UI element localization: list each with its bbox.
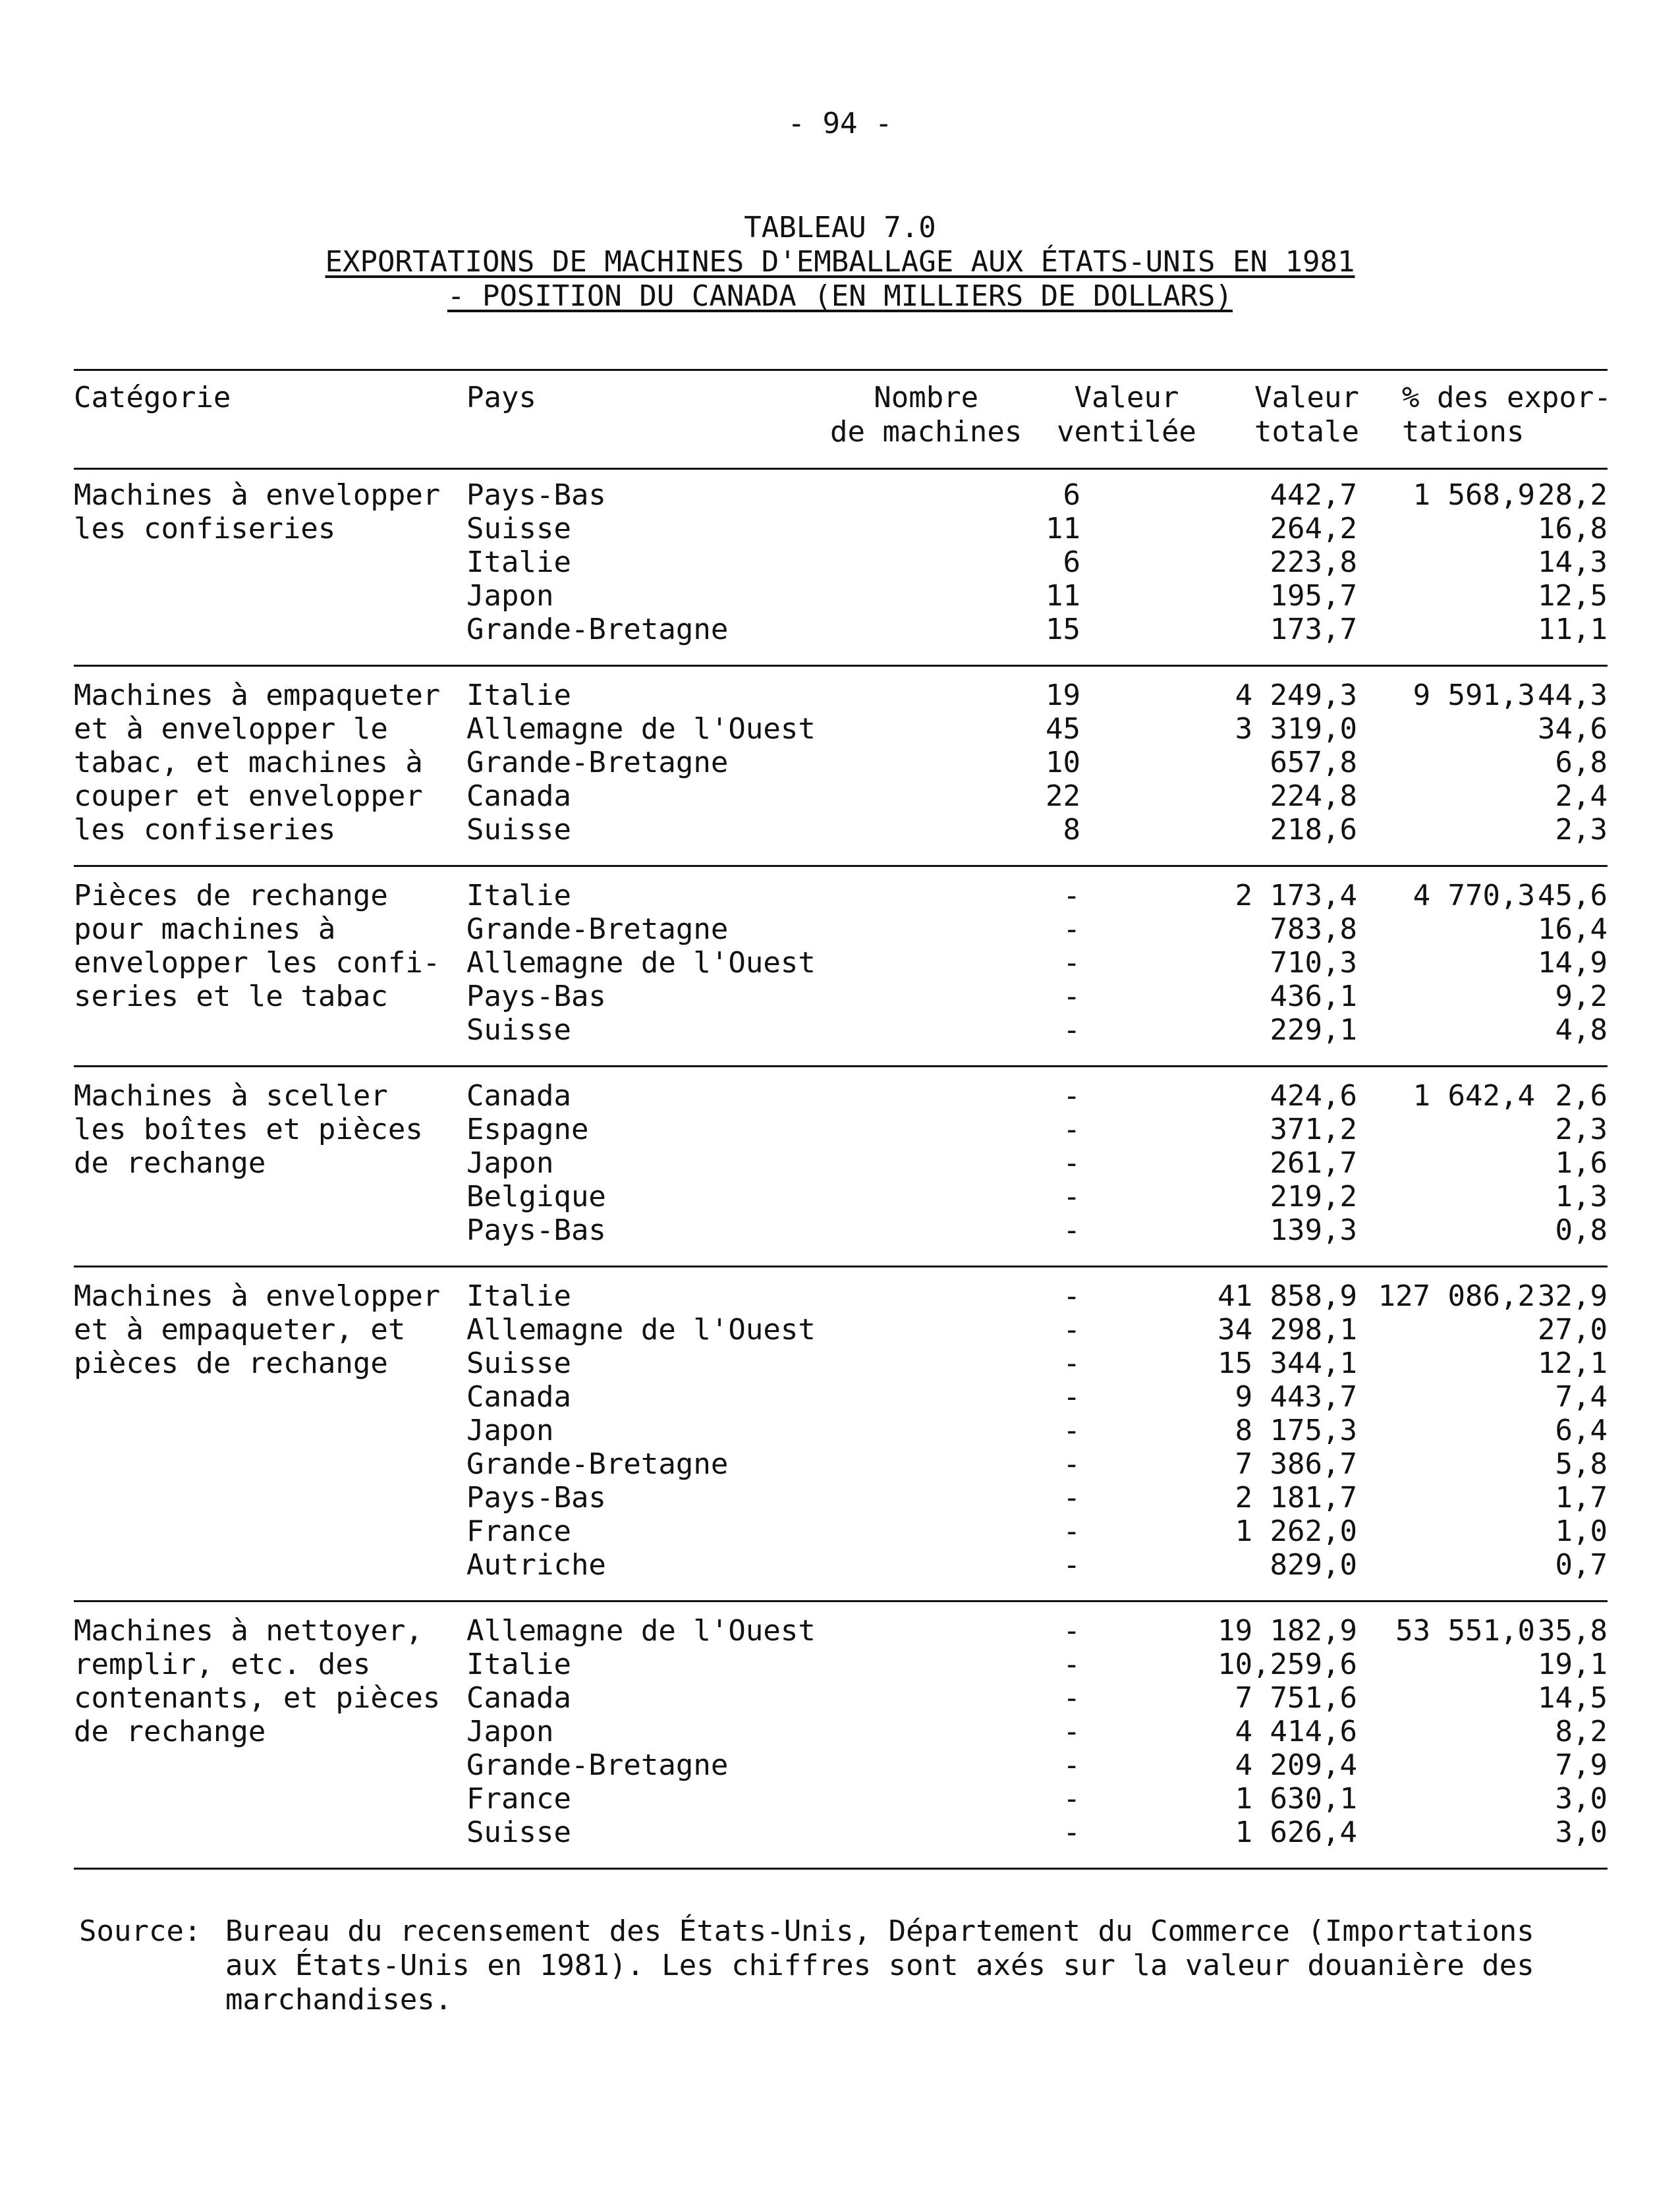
valeur-ventilee-cell: 442,7 bbox=[1270, 478, 1357, 512]
valeur-totale-cell bbox=[1357, 746, 1535, 779]
valeur-totale-cell bbox=[1357, 1146, 1535, 1180]
table-row bbox=[74, 1380, 1608, 1414]
category-cell bbox=[74, 1180, 466, 1213]
category-cell bbox=[74, 1548, 466, 1582]
pays-cell: Italie bbox=[466, 679, 571, 712]
category-cell: pièces de rechange bbox=[74, 1347, 388, 1380]
group-gap bbox=[74, 866, 1608, 879]
pct-cell: 12,1 bbox=[1538, 1347, 1608, 1380]
pays-cell: Allemagne de l'Ouest bbox=[466, 1614, 816, 1648]
nombre-cell: - bbox=[1063, 1380, 1080, 1414]
table-row bbox=[74, 1481, 1608, 1515]
header-bottom-rule bbox=[74, 468, 1608, 470]
table-row bbox=[74, 1180, 1608, 1213]
nombre-cell: 11 bbox=[1046, 512, 1080, 545]
group-gap bbox=[74, 1267, 1608, 1280]
pct-cell: 44,3 bbox=[1538, 679, 1608, 712]
nombre-cell: 6 bbox=[1063, 545, 1080, 579]
valeur-ventilee-cell: 3 319,0 bbox=[1235, 712, 1357, 746]
table-title-line-3 bbox=[0, 279, 1680, 314]
source-text: Bureau du recensement des États-Unis, Département du Commerce (Importations aux États-Unis en 1981). Les chiffres sont axés sur la valeur douanière des marchandises. bbox=[225, 1914, 1534, 2017]
valeur-totale-cell bbox=[1357, 1548, 1535, 1582]
pct-cell: 4,8 bbox=[1555, 1013, 1608, 1047]
category-cell: tabac, et machines à bbox=[74, 746, 423, 779]
valeur-totale-cell bbox=[1357, 1481, 1535, 1515]
valeur-ventilee-cell: 371,2 bbox=[1270, 1113, 1357, 1146]
nombre-cell: - bbox=[1063, 1079, 1080, 1113]
nombre-cell: - bbox=[1063, 1347, 1080, 1380]
header-pays: Pays bbox=[466, 381, 536, 414]
valeur-totale-cell bbox=[1357, 813, 1535, 847]
valeur-totale-cell bbox=[1357, 1414, 1535, 1447]
nombre-cell: 19 bbox=[1046, 679, 1080, 712]
valeur-ventilee-cell: 1 262,0 bbox=[1235, 1515, 1357, 1548]
category-cell: series et le tabac bbox=[74, 980, 388, 1013]
category-cell bbox=[74, 1816, 466, 1849]
valeur-ventilee-cell: 4 249,3 bbox=[1235, 679, 1357, 712]
valeur-ventilee-cell: 34 298,1 bbox=[1218, 1313, 1357, 1347]
nombre-cell: - bbox=[1063, 1782, 1080, 1816]
title-text-line-2: EXPORTATIONS DE MACHINES D'EMBALLAGE AUX ÉTATS-UNIS EN 1981 bbox=[325, 245, 1355, 279]
valeur-totale-cell bbox=[1357, 1748, 1535, 1782]
category-cell bbox=[74, 545, 466, 579]
exports-table bbox=[74, 478, 1608, 1870]
group-separator-rule bbox=[74, 1582, 1608, 1601]
pays-cell: Italie bbox=[466, 545, 571, 579]
pays-cell: Pays-Bas bbox=[466, 980, 606, 1013]
valeur-totale-cell bbox=[1357, 579, 1535, 613]
nombre-cell: - bbox=[1063, 1614, 1080, 1648]
pays-cell: Pays-Bas bbox=[466, 1213, 606, 1247]
nombre-cell: - bbox=[1063, 1414, 1080, 1447]
pct-cell: 11,1 bbox=[1538, 613, 1608, 646]
nombre-cell: - bbox=[1063, 1447, 1080, 1481]
category-cell: remplir, etc. des bbox=[74, 1648, 371, 1681]
group-gap bbox=[74, 666, 1608, 679]
header-valeur-totale: Valeur totale bbox=[1254, 381, 1359, 449]
pays-cell: Italie bbox=[466, 879, 571, 912]
valeur-ventilee-cell: 219,2 bbox=[1270, 1180, 1357, 1213]
pct-cell: 3,0 bbox=[1555, 1782, 1608, 1816]
valeur-totale-cell bbox=[1357, 980, 1535, 1013]
header-categorie: Catégorie bbox=[74, 381, 231, 414]
table-row bbox=[74, 746, 1608, 779]
category-cell bbox=[74, 579, 466, 613]
valeur-totale-cell bbox=[1357, 1681, 1535, 1715]
pct-cell: 1,0 bbox=[1555, 1515, 1608, 1548]
pct-cell: 19,1 bbox=[1538, 1648, 1608, 1681]
pays-cell: France bbox=[466, 1782, 571, 1816]
pct-cell: 9,2 bbox=[1555, 980, 1608, 1013]
table-row bbox=[74, 912, 1608, 946]
valeur-totale-cell bbox=[1357, 1180, 1535, 1213]
pct-cell: 34,6 bbox=[1538, 712, 1608, 746]
pct-cell: 14,9 bbox=[1538, 946, 1608, 980]
nombre-cell: 11 bbox=[1046, 579, 1080, 613]
category-cell: les confiseries bbox=[74, 512, 336, 545]
table-row bbox=[74, 980, 1608, 1013]
pays-cell: Grande-Bretagne bbox=[466, 1748, 729, 1782]
valeur-ventilee-cell: 41 858,9 bbox=[1218, 1279, 1357, 1313]
pct-cell: 2,3 bbox=[1555, 1113, 1608, 1146]
pays-cell: Grande-Bretagne bbox=[466, 613, 729, 646]
nombre-cell: - bbox=[1063, 1146, 1080, 1180]
pct-cell: 16,4 bbox=[1538, 912, 1608, 946]
table-row bbox=[74, 1347, 1608, 1380]
valeur-ventilee-cell: 264,2 bbox=[1270, 512, 1357, 545]
category-cell: de rechange bbox=[74, 1715, 266, 1748]
pays-cell: Canada bbox=[466, 1079, 571, 1113]
category-cell: Machines à sceller bbox=[74, 1079, 388, 1113]
category-cell bbox=[74, 1013, 466, 1047]
valeur-totale-cell: 53 551,0 bbox=[1395, 1614, 1535, 1648]
table-row bbox=[74, 679, 1608, 712]
nombre-cell: - bbox=[1063, 1748, 1080, 1782]
valeur-totale-cell bbox=[1357, 1447, 1535, 1481]
pays-cell: Grande-Bretagne bbox=[466, 746, 729, 779]
valeur-ventilee-cell: 7 386,7 bbox=[1235, 1447, 1357, 1481]
group-separator-rule bbox=[74, 646, 1608, 666]
category-cell: de rechange bbox=[74, 1146, 266, 1180]
pct-cell: 2,4 bbox=[1555, 779, 1608, 813]
category-cell: contenants, et pièces bbox=[74, 1681, 441, 1715]
category-cell: les confiseries bbox=[74, 813, 336, 847]
valeur-totale-cell bbox=[1357, 946, 1535, 980]
page-number: - 94 - bbox=[787, 107, 893, 140]
pays-cell: Japon bbox=[466, 1414, 554, 1447]
pct-cell: 14,5 bbox=[1538, 1681, 1608, 1715]
valeur-ventilee-cell: 139,3 bbox=[1270, 1213, 1357, 1247]
valeur-totale-cell bbox=[1357, 779, 1535, 813]
pct-cell: 7,9 bbox=[1555, 1748, 1608, 1782]
valeur-totale-cell: 9 591,3 bbox=[1413, 679, 1535, 712]
valeur-totale-cell bbox=[1357, 1515, 1535, 1548]
table-row bbox=[74, 545, 1608, 579]
category-cell bbox=[74, 1414, 466, 1447]
pays-cell: Canada bbox=[466, 1380, 571, 1414]
valeur-ventilee-cell: 229,1 bbox=[1270, 1013, 1357, 1047]
table-row bbox=[74, 1447, 1608, 1481]
table-row bbox=[74, 779, 1608, 813]
valeur-ventilee-cell: 173,7 bbox=[1270, 613, 1357, 646]
header-nombre: Nombre de machines bbox=[830, 381, 1022, 449]
valeur-totale-cell bbox=[1357, 1113, 1535, 1146]
category-cell bbox=[74, 1515, 466, 1548]
table-row bbox=[74, 879, 1608, 912]
table-title-line-2 bbox=[0, 245, 1680, 279]
pct-cell: 45,6 bbox=[1538, 879, 1608, 912]
nombre-cell: - bbox=[1063, 1515, 1080, 1548]
valeur-totale-cell bbox=[1357, 545, 1535, 579]
header-pct-exportations: % des expor- tations bbox=[1402, 381, 1611, 449]
category-cell bbox=[74, 1782, 466, 1816]
valeur-totale-cell bbox=[1357, 912, 1535, 946]
pays-cell: Suisse bbox=[466, 512, 571, 545]
category-cell: Pièces de rechange bbox=[74, 879, 388, 912]
valeur-ventilee-cell: 1 626,4 bbox=[1235, 1816, 1357, 1849]
pays-cell: Allemagne de l'Ouest bbox=[466, 712, 816, 746]
pays-cell: Canada bbox=[466, 779, 571, 813]
group-separator-rule bbox=[74, 1849, 1608, 1869]
nombre-cell: 22 bbox=[1046, 779, 1080, 813]
valeur-totale-cell bbox=[1357, 1213, 1535, 1247]
pays-cell: Suisse bbox=[466, 1013, 571, 1047]
pct-cell: 1,3 bbox=[1555, 1180, 1608, 1213]
table-row bbox=[74, 512, 1608, 545]
valeur-ventilee-cell: 4 209,4 bbox=[1235, 1748, 1357, 1782]
valeur-ventilee-cell: 9 443,7 bbox=[1235, 1380, 1357, 1414]
valeur-totale-cell bbox=[1357, 1715, 1535, 1748]
valeur-ventilee-cell: 1 630,1 bbox=[1235, 1782, 1357, 1816]
nombre-cell: - bbox=[1063, 912, 1080, 946]
valeur-ventilee-cell: 424,6 bbox=[1270, 1079, 1357, 1113]
valeur-totale-cell bbox=[1357, 512, 1535, 545]
pays-cell: Japon bbox=[466, 1715, 554, 1748]
category-cell: pour machines à bbox=[74, 912, 336, 946]
category-cell bbox=[74, 1213, 466, 1247]
group-gap bbox=[74, 1067, 1608, 1080]
valeur-ventilee-cell: 7 751,6 bbox=[1235, 1681, 1357, 1715]
nombre-cell: - bbox=[1063, 1013, 1080, 1047]
pct-cell: 1,7 bbox=[1555, 1481, 1608, 1515]
group-separator-rule bbox=[74, 1247, 1608, 1267]
table-title bbox=[0, 211, 1680, 245]
group-separator-rule bbox=[74, 847, 1608, 866]
table-row bbox=[74, 1548, 1608, 1582]
table-row bbox=[74, 813, 1608, 847]
table-number: TABLEAU 7.0 bbox=[744, 211, 936, 244]
category-cell: les boîtes et pièces bbox=[74, 1113, 423, 1146]
table-row bbox=[74, 1782, 1608, 1816]
pct-cell: 16,8 bbox=[1538, 512, 1608, 545]
valeur-ventilee-cell: 710,3 bbox=[1270, 946, 1357, 980]
pays-cell: Grande-Bretagne bbox=[466, 1447, 729, 1481]
group-separator-rule bbox=[74, 1047, 1608, 1067]
table-row bbox=[74, 1279, 1608, 1313]
pct-cell: 7,4 bbox=[1555, 1380, 1608, 1414]
valeur-totale-cell bbox=[1357, 1013, 1535, 1047]
table-row bbox=[74, 1013, 1608, 1047]
nombre-cell: - bbox=[1063, 1816, 1080, 1849]
table-row bbox=[74, 1113, 1608, 1146]
valeur-ventilee-cell: 218,6 bbox=[1270, 813, 1357, 847]
valeur-ventilee-cell: 657,8 bbox=[1270, 746, 1357, 779]
category-cell bbox=[74, 1380, 466, 1414]
pct-cell: 0,7 bbox=[1555, 1548, 1608, 1582]
nombre-cell: - bbox=[1063, 1681, 1080, 1715]
pays-cell: Pays-Bas bbox=[466, 1481, 606, 1515]
table-row bbox=[74, 1515, 1608, 1548]
nombre-cell: 8 bbox=[1063, 813, 1080, 847]
pct-cell: 1,6 bbox=[1555, 1146, 1608, 1180]
pays-cell: Suisse bbox=[466, 813, 571, 847]
valeur-ventilee-cell: 19 182,9 bbox=[1218, 1614, 1357, 1648]
valeur-ventilee-cell: 8 175,3 bbox=[1235, 1414, 1357, 1447]
pct-cell: 2,6 bbox=[1555, 1079, 1608, 1113]
nombre-cell: - bbox=[1063, 1180, 1080, 1213]
pct-cell: 0,8 bbox=[1555, 1213, 1608, 1247]
pays-cell: Italie bbox=[466, 1648, 571, 1681]
valeur-totale-cell: 4 770,3 bbox=[1413, 879, 1535, 912]
nombre-cell: - bbox=[1063, 1481, 1080, 1515]
pays-cell: Japon bbox=[466, 1146, 554, 1180]
valeur-ventilee-cell: 2 181,7 bbox=[1235, 1481, 1357, 1515]
pays-cell: Japon bbox=[466, 579, 554, 613]
nombre-cell: 6 bbox=[1063, 478, 1080, 512]
nombre-cell: - bbox=[1063, 1213, 1080, 1247]
pct-cell: 2,3 bbox=[1555, 813, 1608, 847]
pays-cell: Autriche bbox=[466, 1548, 606, 1582]
pays-cell: Suisse bbox=[466, 1347, 571, 1380]
valeur-ventilee-cell: 783,8 bbox=[1270, 912, 1357, 946]
table-row bbox=[74, 1715, 1608, 1748]
nombre-cell: - bbox=[1063, 879, 1080, 912]
category-cell: Machines à nettoyer, bbox=[74, 1614, 423, 1648]
valeur-totale-cell: 127 086,2 bbox=[1378, 1279, 1535, 1313]
table-row bbox=[74, 579, 1608, 613]
title-text-line-3: - POSITION DU CANADA (EN MILLIERS DE DOLLARS) bbox=[447, 279, 1233, 313]
nombre-cell: - bbox=[1063, 946, 1080, 980]
pct-cell: 14,3 bbox=[1538, 545, 1608, 579]
valeur-totale-cell bbox=[1357, 1380, 1535, 1414]
group-gap bbox=[74, 1601, 1608, 1615]
valeur-ventilee-cell: 261,7 bbox=[1270, 1146, 1357, 1180]
category-cell: envelopper les confi- bbox=[74, 946, 441, 980]
valeur-ventilee-cell: 10,259,6 bbox=[1218, 1648, 1357, 1681]
table-body bbox=[74, 478, 1608, 1869]
valeur-totale-cell: 1 568,9 bbox=[1413, 478, 1535, 512]
valeur-ventilee-cell: 15 344,1 bbox=[1218, 1347, 1357, 1380]
pays-cell: Allemagne de l'Ouest bbox=[466, 946, 816, 980]
table-row bbox=[74, 1681, 1608, 1715]
pct-cell: 35,8 bbox=[1538, 1614, 1608, 1648]
nombre-cell: 10 bbox=[1046, 746, 1080, 779]
pct-cell: 6,8 bbox=[1555, 746, 1608, 779]
table-row bbox=[74, 1146, 1608, 1180]
category-cell bbox=[74, 1481, 466, 1515]
pct-cell: 5,8 bbox=[1555, 1447, 1608, 1481]
valeur-ventilee-cell: 224,8 bbox=[1270, 779, 1357, 813]
pays-cell: Canada bbox=[466, 1681, 571, 1715]
nombre-cell: - bbox=[1063, 1313, 1080, 1347]
pct-cell: 3,0 bbox=[1555, 1816, 1608, 1849]
valeur-ventilee-cell: 436,1 bbox=[1270, 980, 1357, 1013]
table-top-rule bbox=[74, 369, 1608, 371]
table-row bbox=[74, 1648, 1608, 1681]
pct-cell: 32,9 bbox=[1538, 1279, 1608, 1313]
category-cell: Machines à envelopper bbox=[74, 1279, 441, 1313]
category-cell: et à empaqueter, et bbox=[74, 1313, 406, 1347]
nombre-cell: - bbox=[1063, 980, 1080, 1013]
nombre-cell: 15 bbox=[1046, 613, 1080, 646]
category-cell bbox=[74, 1447, 466, 1481]
header-valeur-ventilee: Valeur ventilée bbox=[1057, 381, 1196, 449]
valeur-totale-cell: 1 642,4 bbox=[1413, 1079, 1535, 1113]
pct-cell: 27,0 bbox=[1538, 1313, 1608, 1347]
table-row bbox=[74, 946, 1608, 980]
pays-cell: France bbox=[466, 1515, 571, 1548]
category-cell: Machines à empaqueter bbox=[74, 679, 441, 712]
nombre-cell: - bbox=[1063, 1113, 1080, 1146]
table-row bbox=[74, 712, 1608, 746]
pct-cell: 12,5 bbox=[1538, 579, 1608, 613]
valeur-ventilee-cell: 195,7 bbox=[1270, 579, 1357, 613]
valeur-totale-cell bbox=[1357, 613, 1535, 646]
table-row bbox=[74, 1816, 1608, 1849]
valeur-totale-cell bbox=[1357, 1816, 1535, 1849]
pct-cell: 8,2 bbox=[1555, 1715, 1608, 1748]
valeur-totale-cell bbox=[1357, 712, 1535, 746]
pct-cell: 6,4 bbox=[1555, 1414, 1608, 1447]
category-cell bbox=[74, 613, 466, 646]
table-row bbox=[74, 1414, 1608, 1447]
nombre-cell: 45 bbox=[1046, 712, 1080, 746]
pct-cell: 28,2 bbox=[1538, 478, 1608, 512]
category-cell: et à envelopper le bbox=[74, 712, 388, 746]
nombre-cell: - bbox=[1063, 1715, 1080, 1748]
nombre-cell: - bbox=[1063, 1279, 1080, 1313]
table-row bbox=[74, 478, 1608, 512]
table-row bbox=[74, 1213, 1608, 1247]
pays-cell: Espagne bbox=[466, 1113, 589, 1146]
valeur-totale-cell bbox=[1357, 1782, 1535, 1816]
nombre-cell: - bbox=[1063, 1648, 1080, 1681]
table-row bbox=[74, 1079, 1608, 1113]
valeur-totale-cell bbox=[1357, 1313, 1535, 1347]
valeur-ventilee-cell: 4 414,6 bbox=[1235, 1715, 1357, 1748]
category-cell: couper et envelopper bbox=[74, 779, 423, 813]
table-row bbox=[74, 1313, 1608, 1347]
valeur-totale-cell bbox=[1357, 1347, 1535, 1380]
valeur-ventilee-cell: 829,0 bbox=[1270, 1548, 1357, 1582]
valeur-ventilee-cell: 223,8 bbox=[1270, 545, 1357, 579]
pays-cell: Belgique bbox=[466, 1180, 606, 1213]
valeur-ventilee-cell: 2 173,4 bbox=[1235, 879, 1357, 912]
table-row bbox=[74, 1748, 1608, 1782]
category-cell: Machines à envelopper bbox=[74, 478, 441, 512]
pays-cell: Grande-Bretagne bbox=[466, 912, 729, 946]
pays-cell: Suisse bbox=[466, 1816, 571, 1849]
valeur-totale-cell bbox=[1357, 1648, 1535, 1681]
table-row bbox=[74, 613, 1608, 646]
table-row bbox=[74, 1614, 1608, 1648]
source-label: Source: bbox=[79, 1914, 202, 1948]
pays-cell: Italie bbox=[466, 1279, 571, 1313]
category-cell bbox=[74, 1748, 466, 1782]
nombre-cell: - bbox=[1063, 1548, 1080, 1582]
pays-cell: Pays-Bas bbox=[466, 478, 606, 512]
pays-cell: Allemagne de l'Ouest bbox=[466, 1313, 816, 1347]
